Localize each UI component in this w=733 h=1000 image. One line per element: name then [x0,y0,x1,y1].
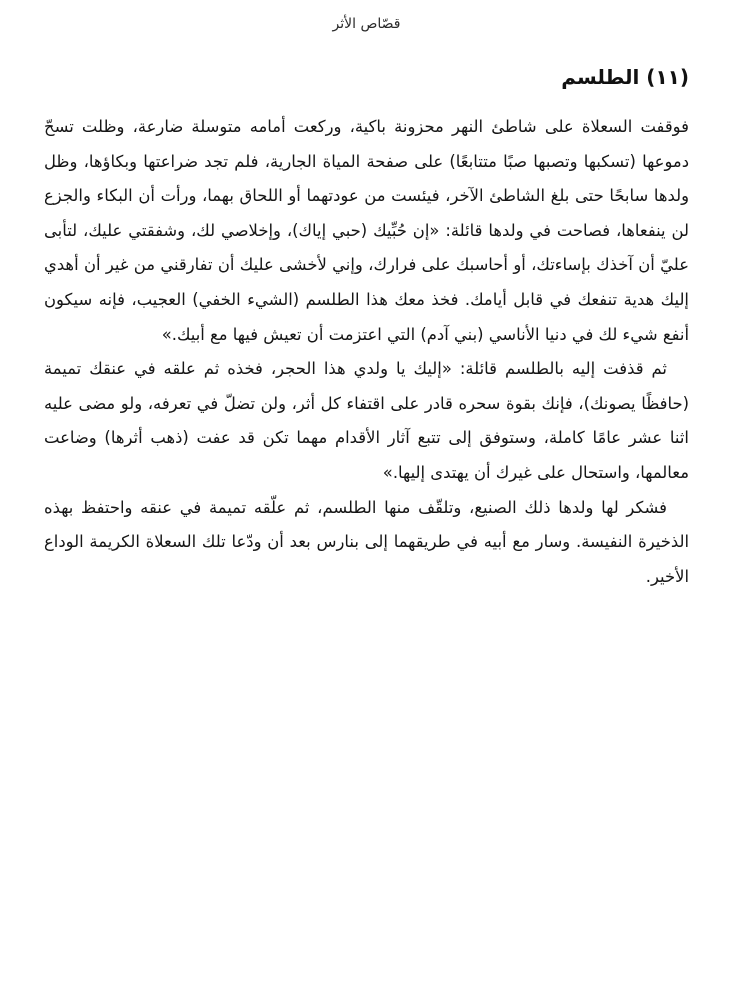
running-header: قصّاص الأثر [332,16,401,32]
paragraph-1: فوقفت السعلاة على شاطئ النهر محزونة باكية، وركعت أمامه متوسلة ضارعة، وظلت تسحّ دموعها (تسكبها وتصبها صبًا متتابعًا) على صفحة المياة الجارية، فلم تجد ضراعتها وبكاؤها، وظل ولدها سابحًا حتى بلغ الشاطئ الآخر، فيئست من عودتهما أو اللحاق بهما، ورأت أن البكاء والجزع لن ينفعاها، فصاحت في ولدها قائلة: «إن حُبِّيك (حبي إياك)، وإخلاصي لك، وشفقتي عليك، لتأبى عليّ أن آخذك بإساءتك، أو أحاسبك على فرارك، وإني لأخشى عليك أن تفارقني من غير أن أهدي إليك هدية تنفعك في قابل أيامك. فخذ معك هذا الطلسم (الشيء الخفي) العجيب، فإنه سيكون أنفع شيء لك في دنيا الأناسي (بني آدم) التي اعتزمت أن تعيش فيها مع أبيك.» [44,117,689,344]
chapter-body [44,110,689,594]
paragraph-3: فشكر لها ولدها ذلك الصنيع، وتلقّف منها الطلسم، ثم علّقه تميمة في عنقه واحتفظ بهذه الذخيرة النفيسة. وسار مع أبيه في طريقهما إلى بنارس بعد أن ودّعا تلك السعلاة الكريمة الوداع الأخير. [44,497,689,586]
paragraph-2: ثم قذفت إليه بالطلسم قائلة: «إليك يا ولدي هذا الحجر، فخذه ثم علقه في عنقك تميمة (حافظًا يصونك)، فإنك بقوة سحره قادر على اقتفاء كل أثر، ولن تضلّ في تعرفه، ولو مضى عليه اثنا عشر عامًا كاملة، وستوفق إلى تتبع آثار الأقدام مهما تكن قد عفت (ذهب أثرها) وضاعت معالمها، واستحال على غيرك أن يهتدى إليها.» [44,359,689,482]
chapter-title: (١١) الطلسم [561,65,689,89]
